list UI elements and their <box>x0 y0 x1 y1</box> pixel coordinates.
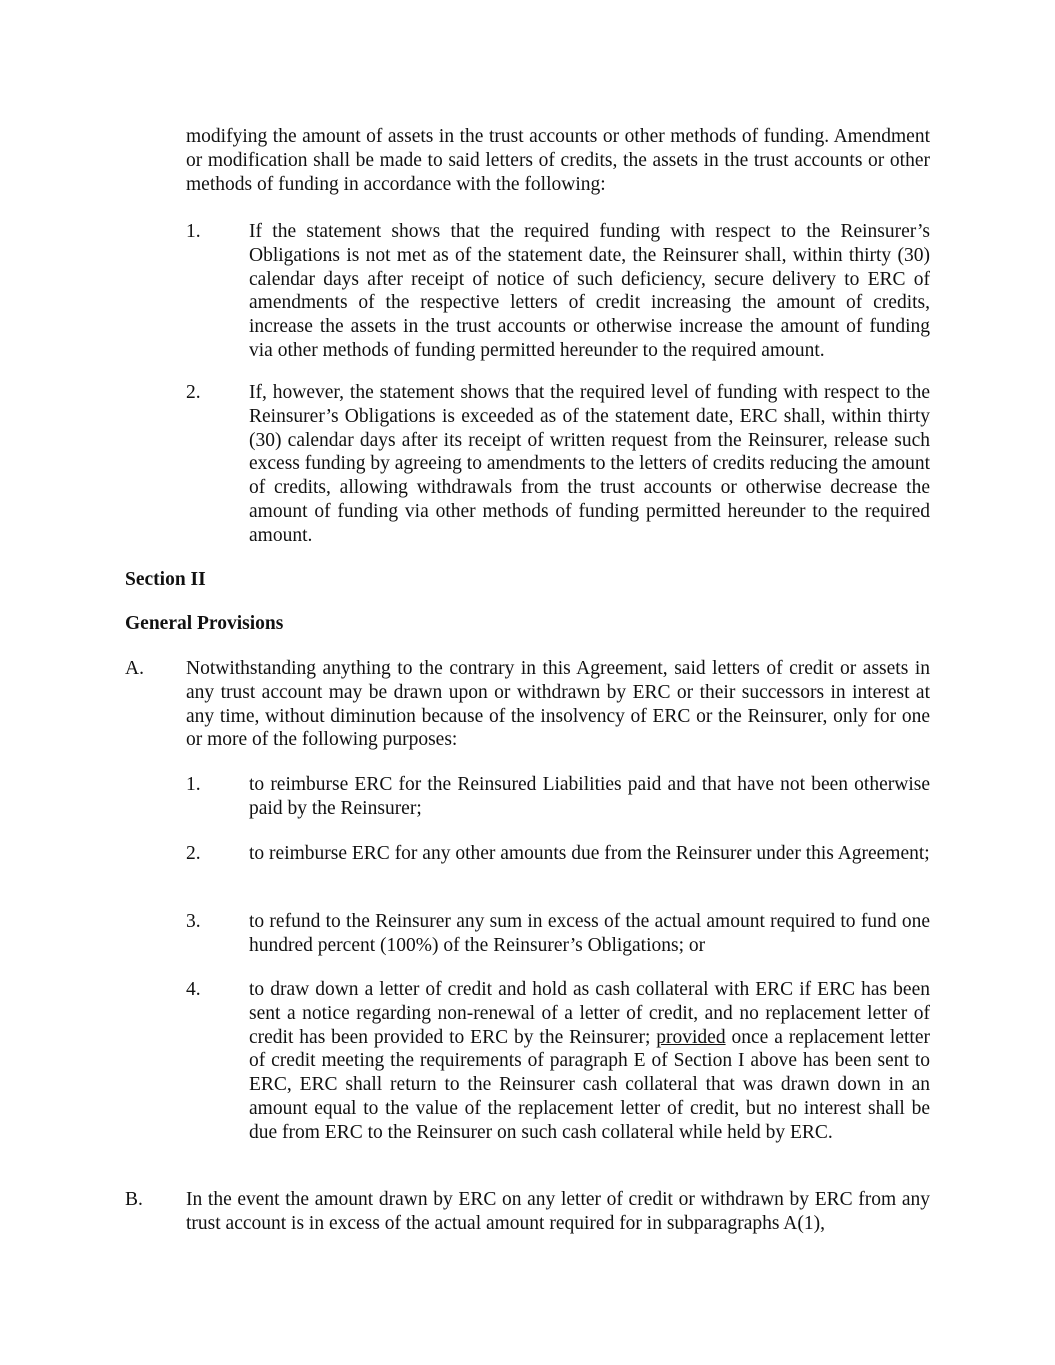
provided-underlined-term: provided <box>656 1026 726 1048</box>
paragraph-b-text: In the event the amount drawn by ERC on any letter of credit or withdrawn by ERC from any trust account is in excess of the actual amount required for in subparagraphs A(1), <box>186 1189 930 1234</box>
purpose-4-text <box>249 978 930 1145</box>
paragraph-a-text: Notwithstanding anything to the contrary in this Agreement, said letters of credit or assets in any trust account may be drawn upon or withdrawn by ERC or their successors in interest at any time, without diminution because of the insolvency of ERC or the Reinsurer, only for one or more of the following purposes: <box>186 658 930 751</box>
section-title-heading: General Provisions <box>125 613 284 634</box>
purpose-1-marker: 1. <box>186 774 201 795</box>
purpose-3-marker: 3. <box>186 911 201 932</box>
purpose-4-text-after: once a replacement letter of credit meeting the requirements of paragraph E of Section I above has been sent to ERC, ERC shall return to the Reinsurer cash collateral that was drawn down in an amount equal to the value of the replacement letter of credit, but no interest shall be due from ERC to the Reinsurer on such cash collateral while held by ERC. <box>249 1026 930 1143</box>
purpose-3-text: to refund to the Reinsurer any sum in excess of the actual amount required to fund one hundred percent (100%) of the Reinsurer’s Obligations; or <box>249 911 930 956</box>
purpose-4-marker: 4. <box>186 979 201 1000</box>
funding-item-1-marker: 1. <box>186 221 201 242</box>
funding-item-2-text: If, however, the statement shows that the required level of funding with respect to the Reinsurer’s Obligations is exceeded as of the statement date, ERC shall, within thirty (30) calendar days after its receipt of written request from the Reinsurer, release such excess funding by agreeing to amendments to the letters of credits reducing the amount of credits, allowing withdrawals from the trust accounts or otherwise decrease the amount of funding via other methods of funding permitted hereunder to the required amount. <box>249 382 930 546</box>
paragraph-a-marker: A. <box>125 658 144 679</box>
purpose-2-text: to reimburse ERC for any other amounts due from the Reinsurer under this Agreement; <box>249 843 930 864</box>
purpose-2-marker: 2. <box>186 843 201 864</box>
paragraph-b-marker: B. <box>125 1189 143 1210</box>
purpose-4-text-before: to draw down a letter of credit and hold as cash collateral with ERC if ERC has been sent a notice regarding non-renewal of a letter of credit, and no replacement letter of credit has been provided to ERC by the Reinsurer; <box>249 979 930 1048</box>
funding-item-2-marker: 2. <box>186 382 201 403</box>
purpose-1-text: to reimburse ERC for the Reinsured Liabilities paid and that have not been otherwise paid by the Reinsurer; <box>249 774 930 819</box>
section-number-heading: Section II <box>125 569 206 590</box>
intro-paragraph: modifying the amount of assets in the trust accounts or other methods of funding. Amendment or modification shall be made to said letters of credits, the assets in the trust accounts or other methods of funding in accordance with the following: <box>186 126 930 195</box>
funding-item-1-text: If the statement shows that the required funding with respect to the Reinsurer’s Obligations is not met as of the statement date, the Reinsurer shall, within thirty (30) calendar days after receipt of notice of such deficiency, secure delivery to ERC of amendments of the respective letters of credit increasing the amount of credits, increase the assets in the trust accounts or otherwise increase the amount of funding via other methods of funding permitted hereunder to the required amount. <box>249 221 930 361</box>
